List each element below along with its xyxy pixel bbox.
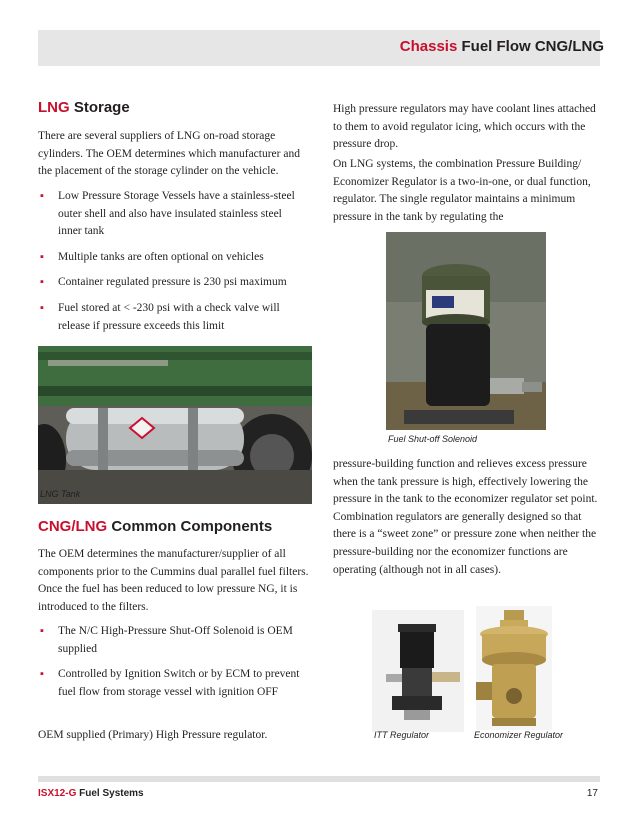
solenoid-illustration (386, 232, 546, 430)
list-item: ▪ Multiple tanks are often optional on vehicles (38, 249, 304, 267)
page-title-rest: Fuel Flow CNG/LNG (457, 38, 604, 55)
lng-storage-heading (38, 99, 130, 116)
list-item: ▪ Controlled by Ignition Switch or by ECM to prevent fuel flow from storage vessel with ignition OFF (38, 666, 304, 701)
common-components-heading (38, 518, 272, 535)
common-components-intro: The OEM determines the manufacturer/supplier of all components prior to the Cummins dual parallel fuel filters. Once the fuel has been reduced to low pressure NG, it is introduced to the filters. (38, 548, 309, 613)
list-item: ▪ Container regulated pressure is 230 psi maximum (38, 274, 304, 292)
footer-doc-title-accent: ISX12-G (38, 788, 77, 799)
solenoid-caption: Fuel Shut-off Solenoid (388, 434, 478, 444)
common-components-heading-accent: CNG/LNG (38, 518, 108, 535)
regulator-paragraph-1: High pressure regulators may have coolant lines attached to them to avoid regulator icing, which occurs with the pressure drop. (333, 103, 596, 151)
regulator-paragraph-2: On LNG systems, the combination Pressure Building/ Economizer Regulator is a two-in-one, or dual function, regulator. The single regulator maintains a minimum pressure in the tank by regulating the (333, 158, 591, 223)
regulator-paragraph-3: pressure-building function and relieves excess pressure when the tank pressure is high, effectively lowering the pressure in the tank to the economizer regulator set point. Combination regulators are generally designed so that there is a “sweet zone” or pressure zone when neither the pressure-building nor the economizer functions are operating (although not in all cases). (333, 458, 598, 576)
common-components-closing: OEM supplied (Primary) High Pressure regulator. (38, 729, 268, 741)
list-item: ▪ Fuel stored at < -230 psi with a check valve will release if pressure exceeds this limit (38, 300, 304, 335)
footer-band (38, 776, 600, 782)
lng-tank-photo (38, 346, 312, 504)
common-components-heading-rest: Common Components (107, 518, 273, 535)
itt-regulator-photo (372, 610, 464, 732)
page-title (400, 38, 604, 55)
lng-storage-bullets (38, 188, 304, 343)
lng-storage-heading-accent: LNG (38, 99, 70, 116)
page-number: 17 (586, 788, 598, 799)
lng-tank-caption: LNG Tank (40, 489, 81, 499)
itt-regulator-caption: ITT Regulator (374, 730, 430, 740)
economizer-regulator-illustration (476, 606, 552, 730)
list-item: ▪ Low Pressure Storage Vessels have a stainless-steel outer shell and also have insulated stainless steel inner tank (38, 188, 304, 241)
lng-storage-intro: There are several suppliers of LNG on-road storage cylinders. The OEM determines which manufacturer and the placement of the storage cylinder on the vehicle. (38, 130, 300, 178)
economizer-regulator-photo (476, 606, 552, 730)
lng-storage-heading-rest: Storage (69, 99, 130, 116)
page-title-accent: Chassis (399, 38, 458, 55)
fuel-shutoff-solenoid-photo (386, 232, 546, 430)
economizer-regulator-caption: Economizer Regulator (474, 730, 564, 740)
footer-doc-title-rest: Fuel Systems (76, 788, 144, 799)
lng-tank-illustration (38, 346, 312, 504)
common-components-bullets (38, 623, 304, 709)
footer-doc-title (38, 788, 144, 799)
list-item: ▪ The N/C High-Pressure Shut-Off Solenoid is OEM supplied (38, 623, 304, 658)
itt-regulator-illustration (372, 610, 464, 732)
